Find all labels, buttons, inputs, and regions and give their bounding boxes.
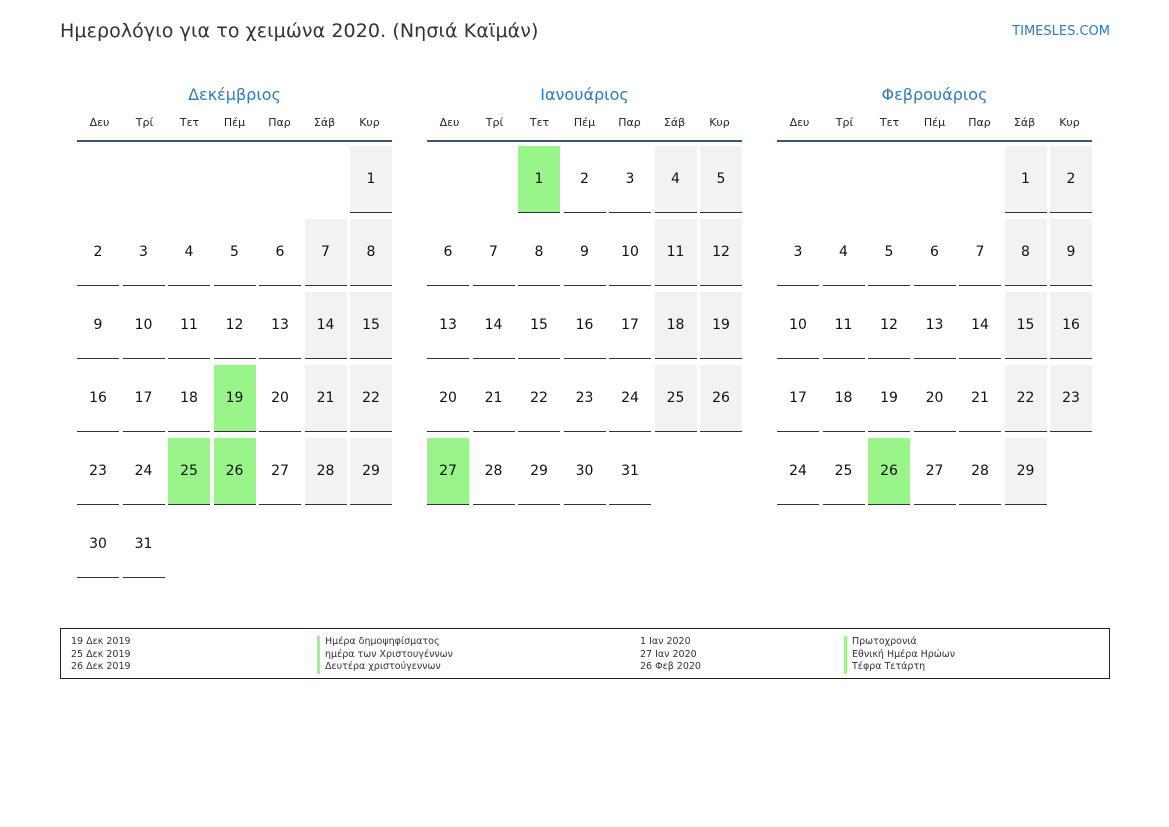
weekday-label: Πέμ <box>573 116 596 129</box>
weekday-label: Κυρ <box>709 116 730 129</box>
legend-names-left <box>317 636 453 674</box>
weekday-label: Κυρ <box>359 116 380 129</box>
weekday-label: Παρ <box>618 116 641 129</box>
month-calendar <box>427 84 742 582</box>
day-cell: 12 <box>868 292 910 359</box>
holiday-day-cell: 26 <box>214 438 256 505</box>
day-cell: 22 <box>1005 365 1047 432</box>
day-cell: 26 <box>700 365 742 432</box>
day-cell: 22 <box>518 365 560 432</box>
day-cell: 18 <box>823 365 865 432</box>
day-cell: 4 <box>823 219 865 286</box>
day-cell: 15 <box>1005 292 1047 359</box>
weekday-label: Πέμ <box>223 116 246 129</box>
day-cell: 9 <box>77 292 119 359</box>
site-link[interactable]: TIMESLES.COM <box>1012 24 1110 39</box>
legend-date: 27 Ιαν 2020 <box>640 648 697 660</box>
day-cell: 24 <box>123 438 165 505</box>
day-cell: 14 <box>959 292 1001 359</box>
day-cell: 2 <box>77 219 119 286</box>
holiday-day-cell: 25 <box>168 438 210 505</box>
holiday-day-cell: 19 <box>214 365 256 432</box>
day-cell: 30 <box>564 438 606 505</box>
day-cell: 25 <box>823 438 865 505</box>
legend-holiday-name: Πρωτοχρονιά <box>844 636 955 649</box>
weekday-label: Δευ <box>789 116 810 129</box>
legend-holiday-name: Εθνική Ημέρα Ηρώων <box>844 649 955 662</box>
weekday-label: Σάβ <box>663 116 686 129</box>
day-cell: 28 <box>473 438 515 505</box>
day-cell: 13 <box>259 292 301 359</box>
day-grid <box>77 142 392 582</box>
page-title: Ημερολόγιο για το χειμώνα 2020. (Νησιά Καϊμάν) <box>60 20 539 42</box>
day-cell: 21 <box>959 365 1001 432</box>
day-cell: 25 <box>655 365 697 432</box>
month-calendar <box>777 84 1092 582</box>
day-cell: 16 <box>564 292 606 359</box>
weekday-label: Τρί <box>135 116 154 129</box>
legend-date: 1 Ιαν 2020 <box>640 636 691 647</box>
day-cell: 6 <box>914 219 956 286</box>
day-cell: 13 <box>427 292 469 359</box>
weekday-label: Τετ <box>179 116 200 129</box>
day-cell: 24 <box>609 365 651 432</box>
day-cell: 17 <box>777 365 819 432</box>
day-cell: 20 <box>914 365 956 432</box>
day-cell: 6 <box>427 219 469 286</box>
day-cell: 14 <box>305 292 347 359</box>
legend-date: 25 Δεκ 2019 <box>71 648 131 660</box>
day-cell: 23 <box>77 438 119 505</box>
weekday-label: Τρί <box>485 116 504 129</box>
day-cell: 1 <box>1005 146 1047 213</box>
legend-date: 26 Φεβ 2020 <box>640 661 701 672</box>
weekday-label: Δευ <box>439 116 460 129</box>
day-cell: 31 <box>123 511 165 578</box>
day-cell: 30 <box>77 511 119 578</box>
holiday-day-cell: 27 <box>427 438 469 505</box>
weekday-header <box>777 114 1092 142</box>
legend-dates-left <box>71 636 131 674</box>
day-cell: 19 <box>700 292 742 359</box>
day-cell: 15 <box>350 292 392 359</box>
weekday-label: Τετ <box>879 116 900 129</box>
day-cell: 3 <box>609 146 651 213</box>
day-cell: 21 <box>473 365 515 432</box>
day-cell: 17 <box>609 292 651 359</box>
day-cell: 17 <box>123 365 165 432</box>
legend-holiday-name: Ημέρα δημοψηφίσματος <box>317 636 453 649</box>
day-cell: 13 <box>914 292 956 359</box>
day-cell: 5 <box>214 219 256 286</box>
day-cell: 11 <box>168 292 210 359</box>
weekday-label: Πέμ <box>923 116 946 129</box>
day-cell: 29 <box>518 438 560 505</box>
day-cell: 27 <box>914 438 956 505</box>
day-cell: 23 <box>564 365 606 432</box>
month-calendar <box>77 84 392 582</box>
legend-holiday-name: ημέρα των Χριστουγέννων <box>317 649 453 662</box>
month-title: Φεβρουάριος <box>881 85 988 104</box>
holiday-legend <box>60 628 1110 679</box>
day-cell: 8 <box>1005 219 1047 286</box>
day-cell: 20 <box>427 365 469 432</box>
day-cell: 11 <box>823 292 865 359</box>
day-cell: 22 <box>350 365 392 432</box>
day-cell: 8 <box>350 219 392 286</box>
weekday-label: Σάβ <box>313 116 336 129</box>
day-cell: 31 <box>609 438 651 505</box>
day-cell: 4 <box>655 146 697 213</box>
day-cell: 7 <box>959 219 1001 286</box>
day-grid <box>777 142 1092 582</box>
day-cell: 15 <box>518 292 560 359</box>
weekday-label: Κυρ <box>1059 116 1080 129</box>
day-cell: 7 <box>305 219 347 286</box>
day-cell: 3 <box>777 219 819 286</box>
legend-dates-right <box>640 636 701 674</box>
day-cell: 8 <box>518 219 560 286</box>
day-cell: 2 <box>1050 146 1092 213</box>
day-cell: 20 <box>259 365 301 432</box>
day-cell: 3 <box>123 219 165 286</box>
legend-names-right <box>844 636 955 674</box>
day-cell: 10 <box>777 292 819 359</box>
day-cell: 12 <box>214 292 256 359</box>
month-title: Ιανουάριος <box>540 85 629 104</box>
day-cell: 12 <box>700 219 742 286</box>
day-cell: 19 <box>868 365 910 432</box>
day-cell: 21 <box>305 365 347 432</box>
day-cell: 11 <box>655 219 697 286</box>
day-cell: 5 <box>868 219 910 286</box>
day-cell: 10 <box>123 292 165 359</box>
holiday-day-cell: 26 <box>868 438 910 505</box>
day-cell: 27 <box>259 438 301 505</box>
day-cell: 28 <box>959 438 1001 505</box>
day-cell: 4 <box>168 219 210 286</box>
day-cell: 16 <box>77 365 119 432</box>
weekday-label: Παρ <box>268 116 291 129</box>
legend-date: 19 Δεκ 2019 <box>71 636 131 647</box>
day-cell: 14 <box>473 292 515 359</box>
day-cell: 5 <box>700 146 742 213</box>
day-cell: 10 <box>609 219 651 286</box>
weekday-label: Δευ <box>89 116 110 129</box>
day-cell: 29 <box>350 438 392 505</box>
day-cell: 7 <box>473 219 515 286</box>
day-cell: 29 <box>1005 438 1047 505</box>
legend-date: 26 Δεκ 2019 <box>71 661 131 672</box>
weekday-header <box>77 114 392 142</box>
day-cell: 6 <box>259 219 301 286</box>
month-title: Δεκέμβριος <box>188 85 281 104</box>
day-cell: 1 <box>350 146 392 213</box>
day-cell: 24 <box>777 438 819 505</box>
day-cell: 18 <box>168 365 210 432</box>
day-cell: 28 <box>305 438 347 505</box>
day-cell: 9 <box>564 219 606 286</box>
weekday-header <box>427 114 742 142</box>
day-cell: 23 <box>1050 365 1092 432</box>
day-cell: 18 <box>655 292 697 359</box>
day-grid <box>427 142 742 582</box>
weekday-label: Τετ <box>529 116 550 129</box>
weekday-label: Παρ <box>968 116 991 129</box>
day-cell: 2 <box>564 146 606 213</box>
legend-holiday-name: Τέφρα Τετάρτη <box>844 661 955 674</box>
weekday-label: Σάβ <box>1013 116 1036 129</box>
legend-holiday-name: Δευτέρα χριστούγεννων <box>317 661 453 674</box>
day-cell: 9 <box>1050 219 1092 286</box>
holiday-day-cell: 1 <box>518 146 560 213</box>
weekday-label: Τρί <box>835 116 854 129</box>
day-cell: 16 <box>1050 292 1092 359</box>
